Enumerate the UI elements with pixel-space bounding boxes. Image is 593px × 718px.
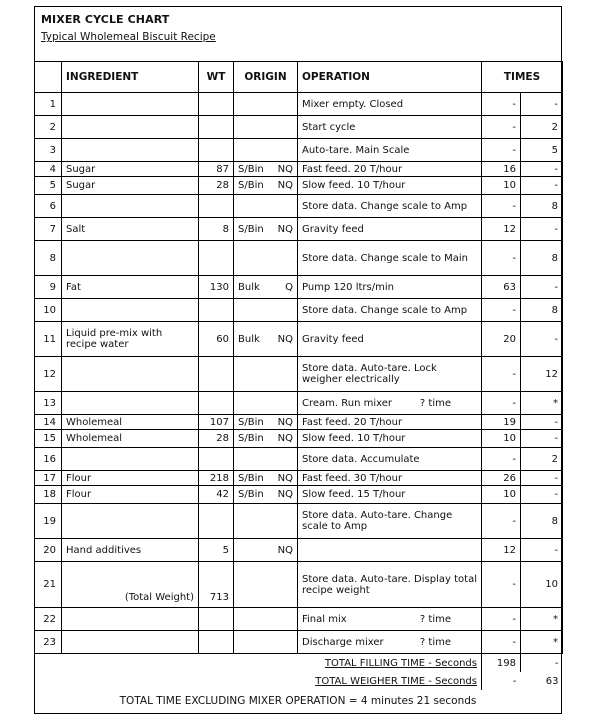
weight-cell — [199, 139, 234, 162]
table-row — [35, 93, 563, 116]
origin-cell — [234, 562, 298, 608]
chart-subtitle: Typical Wholemeal Biscuit Recipe — [41, 31, 216, 43]
table-row — [35, 471, 563, 486]
col-header-operation: OPERATION — [298, 62, 482, 93]
operation-cell — [298, 322, 482, 357]
table-row — [35, 276, 563, 299]
ingredient-cell: Wholemeal — [62, 430, 199, 448]
filling-time-cell: - — [482, 116, 521, 139]
weigher-time-cell: 10 — [521, 562, 563, 608]
row-number: 3 — [35, 139, 62, 162]
weigher-time-cell: 8 — [521, 241, 563, 276]
origin-source: S/Bin — [238, 489, 264, 500]
operation-text: Store data. Accumulate — [302, 453, 420, 465]
table-row — [35, 486, 563, 504]
operation-cell — [298, 177, 482, 195]
row-number: 9 — [35, 276, 62, 299]
table-row — [35, 562, 563, 608]
filling-time-cell: - — [482, 357, 521, 392]
origin-source: S/Bin — [238, 163, 264, 175]
operation-cell — [298, 562, 482, 608]
operation-cell — [298, 299, 482, 322]
weigher-time-cell: - — [521, 415, 563, 430]
weight-cell: 107 — [199, 415, 234, 430]
operation-text: Discharge mixer — [302, 636, 384, 648]
weight-cell — [199, 299, 234, 322]
weight-cell — [199, 631, 234, 654]
weigher-time-cell: - — [521, 93, 563, 116]
origin-cell — [234, 471, 298, 486]
row-number: 19 — [35, 504, 62, 539]
total-filling-t2: - — [521, 654, 563, 673]
ingredient-cell — [62, 299, 199, 322]
operation-time-note: ? time — [419, 613, 451, 625]
operation-cell — [298, 357, 482, 392]
origin-cell — [234, 139, 298, 162]
total-weigher-label: TOTAL WEIGHER TIME - Seconds — [315, 675, 477, 687]
table-row — [35, 608, 563, 631]
table-row — [35, 357, 563, 392]
filling-time-cell: 10 — [482, 430, 521, 448]
operation-cell — [298, 486, 482, 504]
table-row — [35, 631, 563, 654]
row-number: 7 — [35, 218, 62, 241]
row-number: 14 — [35, 415, 62, 430]
row-number: 21 — [35, 562, 62, 608]
origin-quality: Q — [285, 281, 293, 293]
weight-cell: 8 — [199, 218, 234, 241]
origin-cell — [234, 448, 298, 471]
origin-source: S/Bin — [238, 223, 264, 235]
origin-cell — [234, 504, 298, 539]
table-row — [35, 539, 563, 562]
weigher-time-cell: - — [521, 177, 563, 195]
operation-text: Final mix — [302, 613, 347, 625]
header-row — [35, 62, 563, 93]
row-number: 12 — [35, 357, 62, 392]
row-number: 6 — [35, 195, 62, 218]
filling-time-cell: 10 — [482, 177, 521, 195]
origin-cell — [234, 322, 298, 357]
weigher-time-cell: * — [521, 631, 563, 654]
operation-text: Auto-tare. Main Scale — [302, 144, 410, 156]
ingredient-cell — [62, 448, 199, 471]
weigher-time-cell: - — [521, 162, 563, 177]
row-number: 11 — [35, 322, 62, 357]
origin-quality: NQ — [277, 544, 293, 556]
weight-cell: 60 — [199, 322, 234, 357]
table-row — [35, 218, 563, 241]
operation-cell — [298, 392, 482, 415]
filling-time-cell: - — [482, 195, 521, 218]
operation-cell — [298, 139, 482, 162]
weight-cell: 218 — [199, 471, 234, 486]
total-weigher-t1: - — [482, 672, 521, 690]
weight-cell — [199, 93, 234, 116]
ingredient-cell — [62, 357, 199, 392]
total-weigher-row — [35, 672, 563, 690]
table-row — [35, 162, 563, 177]
ingredient-cell — [62, 608, 199, 631]
row-number: 15 — [35, 430, 62, 448]
weight-cell: 87 — [199, 162, 234, 177]
operation-text: Start cycle — [302, 121, 356, 133]
total-weigher-t2: 63 — [545, 675, 559, 687]
ingredient-cell — [62, 139, 199, 162]
table-row — [35, 177, 563, 195]
weight-cell: 42 — [199, 486, 234, 504]
weight-cell — [199, 448, 234, 471]
table-row — [35, 504, 563, 539]
weight-cell: 28 — [199, 177, 234, 195]
operation-text: Store data. Auto-tare. Display total recipe weight — [302, 573, 477, 596]
weight-cell — [199, 608, 234, 631]
table-row — [35, 322, 563, 357]
table-row — [35, 195, 563, 218]
row-number: 8 — [35, 241, 62, 276]
row-number: 16 — [35, 448, 62, 471]
col-header-wt: WT — [199, 62, 234, 93]
row-number: 5 — [35, 177, 62, 195]
weight-cell — [199, 116, 234, 139]
operation-text: Store data. Change scale to Amp — [302, 304, 468, 316]
operation-text: Mixer empty. Closed — [302, 98, 404, 110]
operation-cell — [298, 195, 482, 218]
origin-quality: NQ — [277, 472, 293, 484]
filling-time-cell: 26 — [482, 471, 521, 486]
operation-cell — [298, 539, 482, 562]
operation-time-note: ? time — [419, 397, 451, 409]
operation-cell — [298, 471, 482, 486]
operation-text: Fast feed. 20 T/hour — [302, 163, 403, 175]
operation-cell — [298, 162, 482, 177]
weigher-time-cell: - — [521, 322, 563, 357]
row-number: 1 — [35, 93, 62, 116]
origin-source: S/Bin — [238, 416, 264, 428]
operation-text: Slow feed. 10 T/hour — [302, 433, 406, 444]
origin-cell — [234, 415, 298, 430]
origin-source: S/Bin — [238, 180, 264, 191]
origin-cell — [234, 276, 298, 299]
grand-total: TOTAL TIME EXCLUDING MIXER OPERATION = 4 minutes 21 seconds — [119, 695, 477, 707]
operation-cell — [298, 504, 482, 539]
table-row — [35, 448, 563, 471]
ingredient-cell: Liquid pre-mix with recipe water — [62, 322, 199, 357]
origin-source: Bulk — [238, 281, 260, 293]
ingredient-cell: Fat — [62, 276, 199, 299]
operation-cell — [298, 93, 482, 116]
ingredient-cell — [62, 392, 199, 415]
operation-cell — [298, 241, 482, 276]
origin-quality: NQ — [277, 433, 293, 444]
weigher-time-cell: 8 — [521, 504, 563, 539]
ingredient-cell: Wholemeal — [62, 415, 199, 430]
filling-time-cell: - — [482, 562, 521, 608]
operation-cell — [298, 276, 482, 299]
origin-cell — [234, 195, 298, 218]
origin-quality: NQ — [277, 333, 293, 345]
weigher-time-cell: - — [521, 471, 563, 486]
origin-quality: NQ — [277, 489, 293, 500]
origin-cell — [234, 218, 298, 241]
filling-time-cell: - — [482, 139, 521, 162]
weight-cell — [199, 357, 234, 392]
row-number: 22 — [35, 608, 62, 631]
origin-quality: NQ — [277, 180, 293, 191]
table-row — [35, 299, 563, 322]
operation-time-note: ? time — [419, 636, 451, 648]
weight-cell — [199, 195, 234, 218]
filling-time-cell: - — [482, 631, 521, 654]
filling-time-cell: - — [482, 93, 521, 116]
origin-cell — [234, 486, 298, 504]
origin-source: Bulk — [238, 333, 260, 345]
weigher-time-cell: - — [521, 218, 563, 241]
filling-time-cell: - — [482, 241, 521, 276]
operation-text: Slow feed. 10 T/hour — [302, 180, 406, 191]
total-filling-row — [35, 654, 563, 673]
ingredient-cell — [62, 116, 199, 139]
chart-title: MIXER CYCLE CHART — [41, 13, 170, 26]
filling-time-cell: 10 — [482, 486, 521, 504]
weigher-time-cell: - — [521, 486, 563, 504]
origin-quality: NQ — [277, 163, 293, 175]
table-row — [35, 415, 563, 430]
filling-time-cell: 16 — [482, 162, 521, 177]
operation-text: Cream. Run mixer — [302, 397, 392, 409]
origin-cell — [234, 241, 298, 276]
ingredient-cell: Salt — [62, 218, 199, 241]
table-row — [35, 116, 563, 139]
weigher-time-cell: - — [521, 276, 563, 299]
weight-cell — [199, 504, 234, 539]
row-number: 17 — [35, 471, 62, 486]
weight-cell: 130 — [199, 276, 234, 299]
origin-cell — [234, 116, 298, 139]
weigher-time-cell: 2 — [521, 116, 563, 139]
row-number: 20 — [35, 539, 62, 562]
ingredient-cell — [62, 504, 199, 539]
cycle-table — [34, 61, 563, 690]
ingredient-cell: Sugar — [62, 162, 199, 177]
filling-time-cell: - — [482, 299, 521, 322]
table-row — [35, 241, 563, 276]
filling-time-cell: - — [482, 448, 521, 471]
operation-cell — [298, 631, 482, 654]
weight-cell: 28 — [199, 430, 234, 448]
origin-cell — [234, 162, 298, 177]
weigher-time-cell: - — [521, 430, 563, 448]
origin-cell — [234, 631, 298, 654]
origin-cell — [234, 539, 298, 562]
weigher-time-cell: * — [521, 392, 563, 415]
filling-time-cell: 20 — [482, 322, 521, 357]
row-number: 18 — [35, 486, 62, 504]
ingredient-cell — [62, 631, 199, 654]
row-number: 2 — [35, 116, 62, 139]
operation-text: Gravity feed — [302, 333, 364, 345]
filling-time-cell: 12 — [482, 539, 521, 562]
filling-time-cell: - — [482, 392, 521, 415]
operation-cell — [298, 218, 482, 241]
row-number: 23 — [35, 631, 62, 654]
origin-cell — [234, 357, 298, 392]
filling-time-cell: 63 — [482, 276, 521, 299]
operation-text: Fast feed. 30 T/hour — [302, 472, 403, 484]
ingredient-cell — [62, 195, 199, 218]
origin-quality: NQ — [277, 223, 293, 235]
weigher-time-cell: * — [521, 608, 563, 631]
col-header-index — [35, 62, 62, 93]
origin-cell — [234, 392, 298, 415]
row-number: 13 — [35, 392, 62, 415]
origin-source: S/Bin — [238, 433, 264, 444]
weight-cell — [199, 241, 234, 276]
operation-text: Pump 120 ltrs/min — [302, 281, 394, 293]
table-row — [35, 392, 563, 415]
operation-cell — [298, 430, 482, 448]
operation-text: Slow feed. 15 T/hour — [302, 489, 406, 500]
weigher-time-cell: 12 — [521, 357, 563, 392]
operation-cell — [298, 608, 482, 631]
row-number: 4 — [35, 162, 62, 177]
operation-cell — [298, 448, 482, 471]
operation-text: Store data. Change scale to Main — [302, 252, 468, 264]
ingredient-cell: Flour — [62, 471, 199, 486]
col-header-ingredient: INGREDIENT — [62, 62, 199, 93]
ingredient-cell: Sugar — [62, 177, 199, 195]
origin-cell — [234, 299, 298, 322]
origin-cell — [234, 177, 298, 195]
filling-time-cell: - — [482, 504, 521, 539]
total-filling-label: TOTAL FILLING TIME - Seconds — [324, 657, 477, 669]
origin-source: S/Bin — [238, 472, 264, 484]
operation-cell — [298, 415, 482, 430]
weight-cell: 5 — [199, 539, 234, 562]
col-header-origin: ORIGIN — [234, 62, 298, 93]
weigher-time-cell: 8 — [521, 299, 563, 322]
origin-cell — [234, 93, 298, 116]
origin-cell — [234, 430, 298, 448]
ingredient-cell: Hand additives — [62, 539, 199, 562]
weigher-time-cell: 8 — [521, 195, 563, 218]
table-row — [35, 139, 563, 162]
ingredient-cell — [62, 93, 199, 116]
weigher-time-cell: 2 — [521, 448, 563, 471]
operation-text: Store data. Change scale to Amp — [302, 200, 468, 212]
mixer-cycle-chart — [34, 6, 562, 714]
row-number: 10 — [35, 299, 62, 322]
filling-time-cell: - — [482, 608, 521, 631]
operation-text: Store data. Auto-tare. Change scale to Amp — [302, 510, 453, 532]
filling-time-cell: 12 — [482, 218, 521, 241]
weight-cell: 713 — [199, 562, 234, 608]
filling-time-cell: 19 — [482, 415, 521, 430]
operation-text: Fast feed. 20 T/hour — [302, 416, 403, 428]
table-row — [35, 430, 563, 448]
ingredient-cell: (Total Weight) — [62, 562, 199, 608]
operation-cell — [298, 116, 482, 139]
col-header-times: TIMES — [482, 62, 563, 93]
ingredient-cell: Flour — [62, 486, 199, 504]
ingredient-cell — [62, 241, 199, 276]
weigher-time-cell: 5 — [521, 139, 563, 162]
total-filling-t1: 198 — [482, 654, 521, 673]
operation-text: Store data. Auto-tare. Lock weigher electrically — [302, 363, 437, 385]
origin-quality: NQ — [277, 416, 293, 428]
origin-cell — [234, 608, 298, 631]
weight-cell — [199, 392, 234, 415]
operation-text: Gravity feed — [302, 223, 364, 235]
weigher-time-cell: - — [521, 539, 563, 562]
